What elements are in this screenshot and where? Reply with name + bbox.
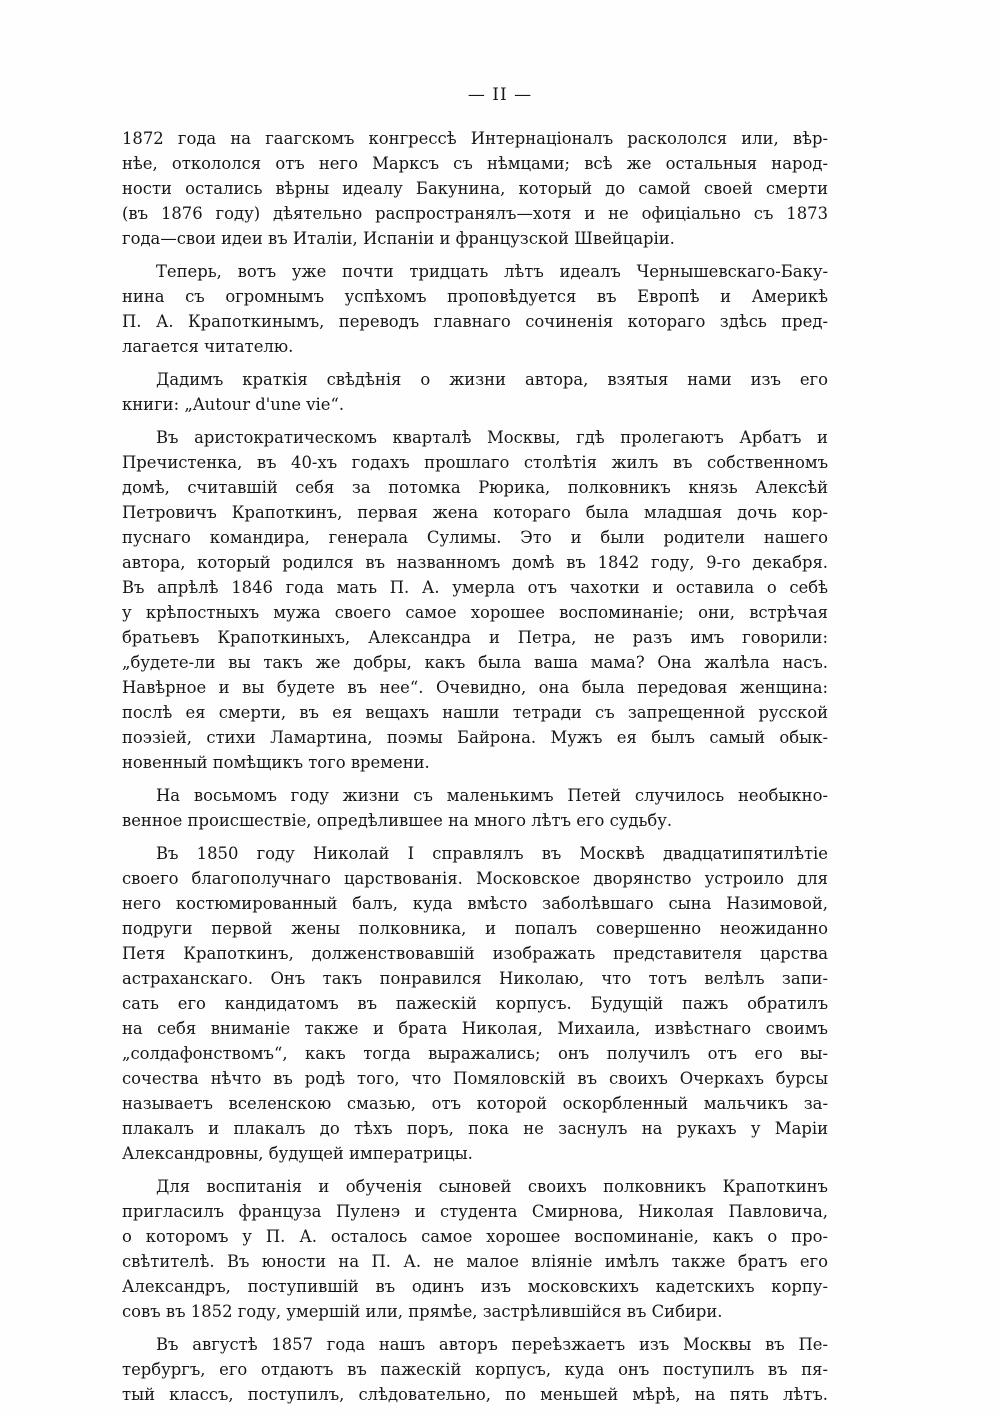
text-line: Пречистенка, въ 40-хъ годахъ прошлаго столѣтія жилъ въ собственномъ xyxy=(122,453,828,472)
text-line: Александровны, будущей императрицы. xyxy=(122,1144,473,1163)
text-line: ности остались вѣрны идеалу Бакунина, который до самой своей смерти xyxy=(122,179,828,198)
text-line: Александръ, поступившій въ одинъ изъ московскихъ кадетскихъ корпу- xyxy=(122,1277,828,1296)
text-line: На восьмомъ году жизни съ маленькимъ Петей случилось необыкно- xyxy=(156,786,828,805)
text-line: Въ апрѣлѣ 1846 года мать П. А. умерла отъ чахотки и оставила о себѣ xyxy=(122,578,828,597)
text-line: (въ 1876 году) дѣятельно распространялъ—хотя и не офиціально съ 1873 xyxy=(122,204,828,223)
text-line: у крѣпостныхъ мужа своего самое хорошее воспоминаніе; они, встрѣчая xyxy=(122,603,828,622)
text-line: о которомъ у П. А. осталось самое хорошее воспоминаніе, какъ о про- xyxy=(122,1227,828,1246)
text-line: Въ 1850 году Николай I справлялъ въ Москвѣ двадцатипятилѣтіе xyxy=(156,844,828,863)
paragraph xyxy=(122,367,828,417)
text-line: тый классъ, поступилъ, слѣдовательно, по меньшей мѣрѣ, на пять лѣтъ. xyxy=(122,1385,828,1404)
paragraph xyxy=(122,783,828,833)
text-line: домѣ, считавшій себя за потомка Рюрика, полковникъ князь Алексѣй xyxy=(122,478,828,497)
page-number: — II — xyxy=(467,85,533,105)
text-line: сать его кандидатомъ въ пажескій корпусъ. Будущій пажъ обратилъ xyxy=(122,994,828,1013)
text-line: послѣ ея смерти, въ ея вещахъ нашли тетради съ запрещенной русской xyxy=(122,703,828,722)
text-line: называетъ вселенскою смазью, отъ которой оскорбленный мальчикъ за- xyxy=(122,1094,828,1113)
paragraph xyxy=(122,1332,828,1407)
paragraph xyxy=(122,126,828,251)
text-line: тербургъ, его отдаютъ въ пажескій корпусъ, куда онъ поступилъ въ пя- xyxy=(122,1360,828,1379)
text-line: пуснаго командира, генерала Сулимы. Это и были родители нашего xyxy=(122,528,828,547)
body-text xyxy=(122,126,828,1415)
text-line: сочества нѣчто въ родѣ того, что Помяловскій въ своихъ Очеркахъ бурсы xyxy=(122,1069,828,1088)
text-line: него костюмированный балъ, куда вмѣсто заболѣвшаго сына Назимовой, xyxy=(122,894,828,913)
text-line: автора, который родился въ названномъ домѣ въ 1842 году, 9-го декабря. xyxy=(122,553,828,572)
text-line: плакалъ и плакалъ до тѣхъ поръ, пока не заснулъ на рукахъ у Маріи xyxy=(122,1119,828,1138)
text-line: Въ августѣ 1857 года нашъ авторъ переѣзжаетъ изъ Москвы въ Пе- xyxy=(156,1335,828,1354)
text-line: „будете-ли вы такъ же добры, какъ была ваша мама? Она жалѣла насъ. xyxy=(122,653,828,672)
text-line: совъ въ 1852 году, умершій или, прямѣе, застрѣлившійся въ Сибири. xyxy=(122,1302,723,1321)
text-line: астраханскаго. Онъ такъ понравился Николаю, что тотъ велѣлъ запи- xyxy=(122,969,828,988)
paragraph xyxy=(122,841,828,1166)
text-line: новенный помѣщикъ того времени. xyxy=(122,753,430,772)
text-line: нина съ огромнымъ успѣхомъ проповѣдуется въ Европѣ и Америкѣ xyxy=(122,287,828,306)
text-line: подруги первой жены полковника, и попалъ совершенно неожиданно xyxy=(122,919,828,938)
text-line: Теперь, вотъ уже почти тридцать лѣтъ идеалъ Чернышевскаго-Баку- xyxy=(156,262,828,281)
paragraph xyxy=(122,425,828,775)
text-line: „солдафонствомъ“, какъ тогда выражались; онъ получилъ отъ его вы- xyxy=(122,1044,828,1063)
text-line: Дадимъ краткія свѣдѣнія о жизни автора, взятыя нами изъ его xyxy=(156,370,828,389)
text-line: Петя Крапоткинъ, долженствовавшій изображать представителя царства xyxy=(122,944,828,963)
text-line: пригласилъ француза Пуленэ и студента Смирнова, Николая Павловича, xyxy=(122,1202,828,1221)
text-line: нѣе, откололся отъ него Марксъ съ нѣмцами; всѣ же остальныя народ- xyxy=(122,154,828,173)
text-line: венное происшествіе, опредѣлившее на много лѣтъ его судьбу. xyxy=(122,811,673,830)
text-line: 1872 года на гаагскомъ конгрессѣ Интернаціоналъ раскололся или, вѣр- xyxy=(122,129,828,148)
text-line: братьевъ Крапоткиныхъ, Александра и Петра, не разъ имъ говорили: xyxy=(122,628,828,647)
text-line: на себя вниманіе также и брата Николая, Михаила, извѣстнаго своимъ xyxy=(122,1019,828,1038)
text-line: своего благополучнаго царствованія. Московское дворянство устроило для xyxy=(122,869,828,888)
paragraph xyxy=(122,1174,828,1324)
text-line: книги: „Autour d'une vie“. xyxy=(122,395,345,414)
text-line: Для воспитанія и обученія сыновей своихъ полковникъ Крапоткинъ xyxy=(156,1177,828,1196)
text-line: свѣтителѣ. Въ юности на П. А. не малое вліяніе имѣлъ также братъ его xyxy=(122,1252,828,1271)
text-line: Въ аристократическомъ кварталѣ Москвы, гдѣ пролегаютъ Арбатъ и xyxy=(156,428,828,447)
text-line: Петровичъ Крапоткинъ, первая жена котораго была младшая дочь кор- xyxy=(122,503,828,522)
paragraph xyxy=(122,259,828,359)
text-line: лагается читателю. xyxy=(122,337,294,356)
text-line: Навѣрное и вы будете въ нее“. Очевидно, она была передовая женщина: xyxy=(122,678,828,697)
text-line: П. А. Крапоткинымъ, переводъ главнаго сочиненія котораго здѣсь пред- xyxy=(122,312,828,331)
text-line: года—свои идеи въ Италіи, Испаніи и французской Швейцаріи. xyxy=(122,229,675,248)
text-line: поэзіей, стихи Ламартина, поэмы Байрона. Мужъ ея былъ самый обык- xyxy=(122,728,828,747)
